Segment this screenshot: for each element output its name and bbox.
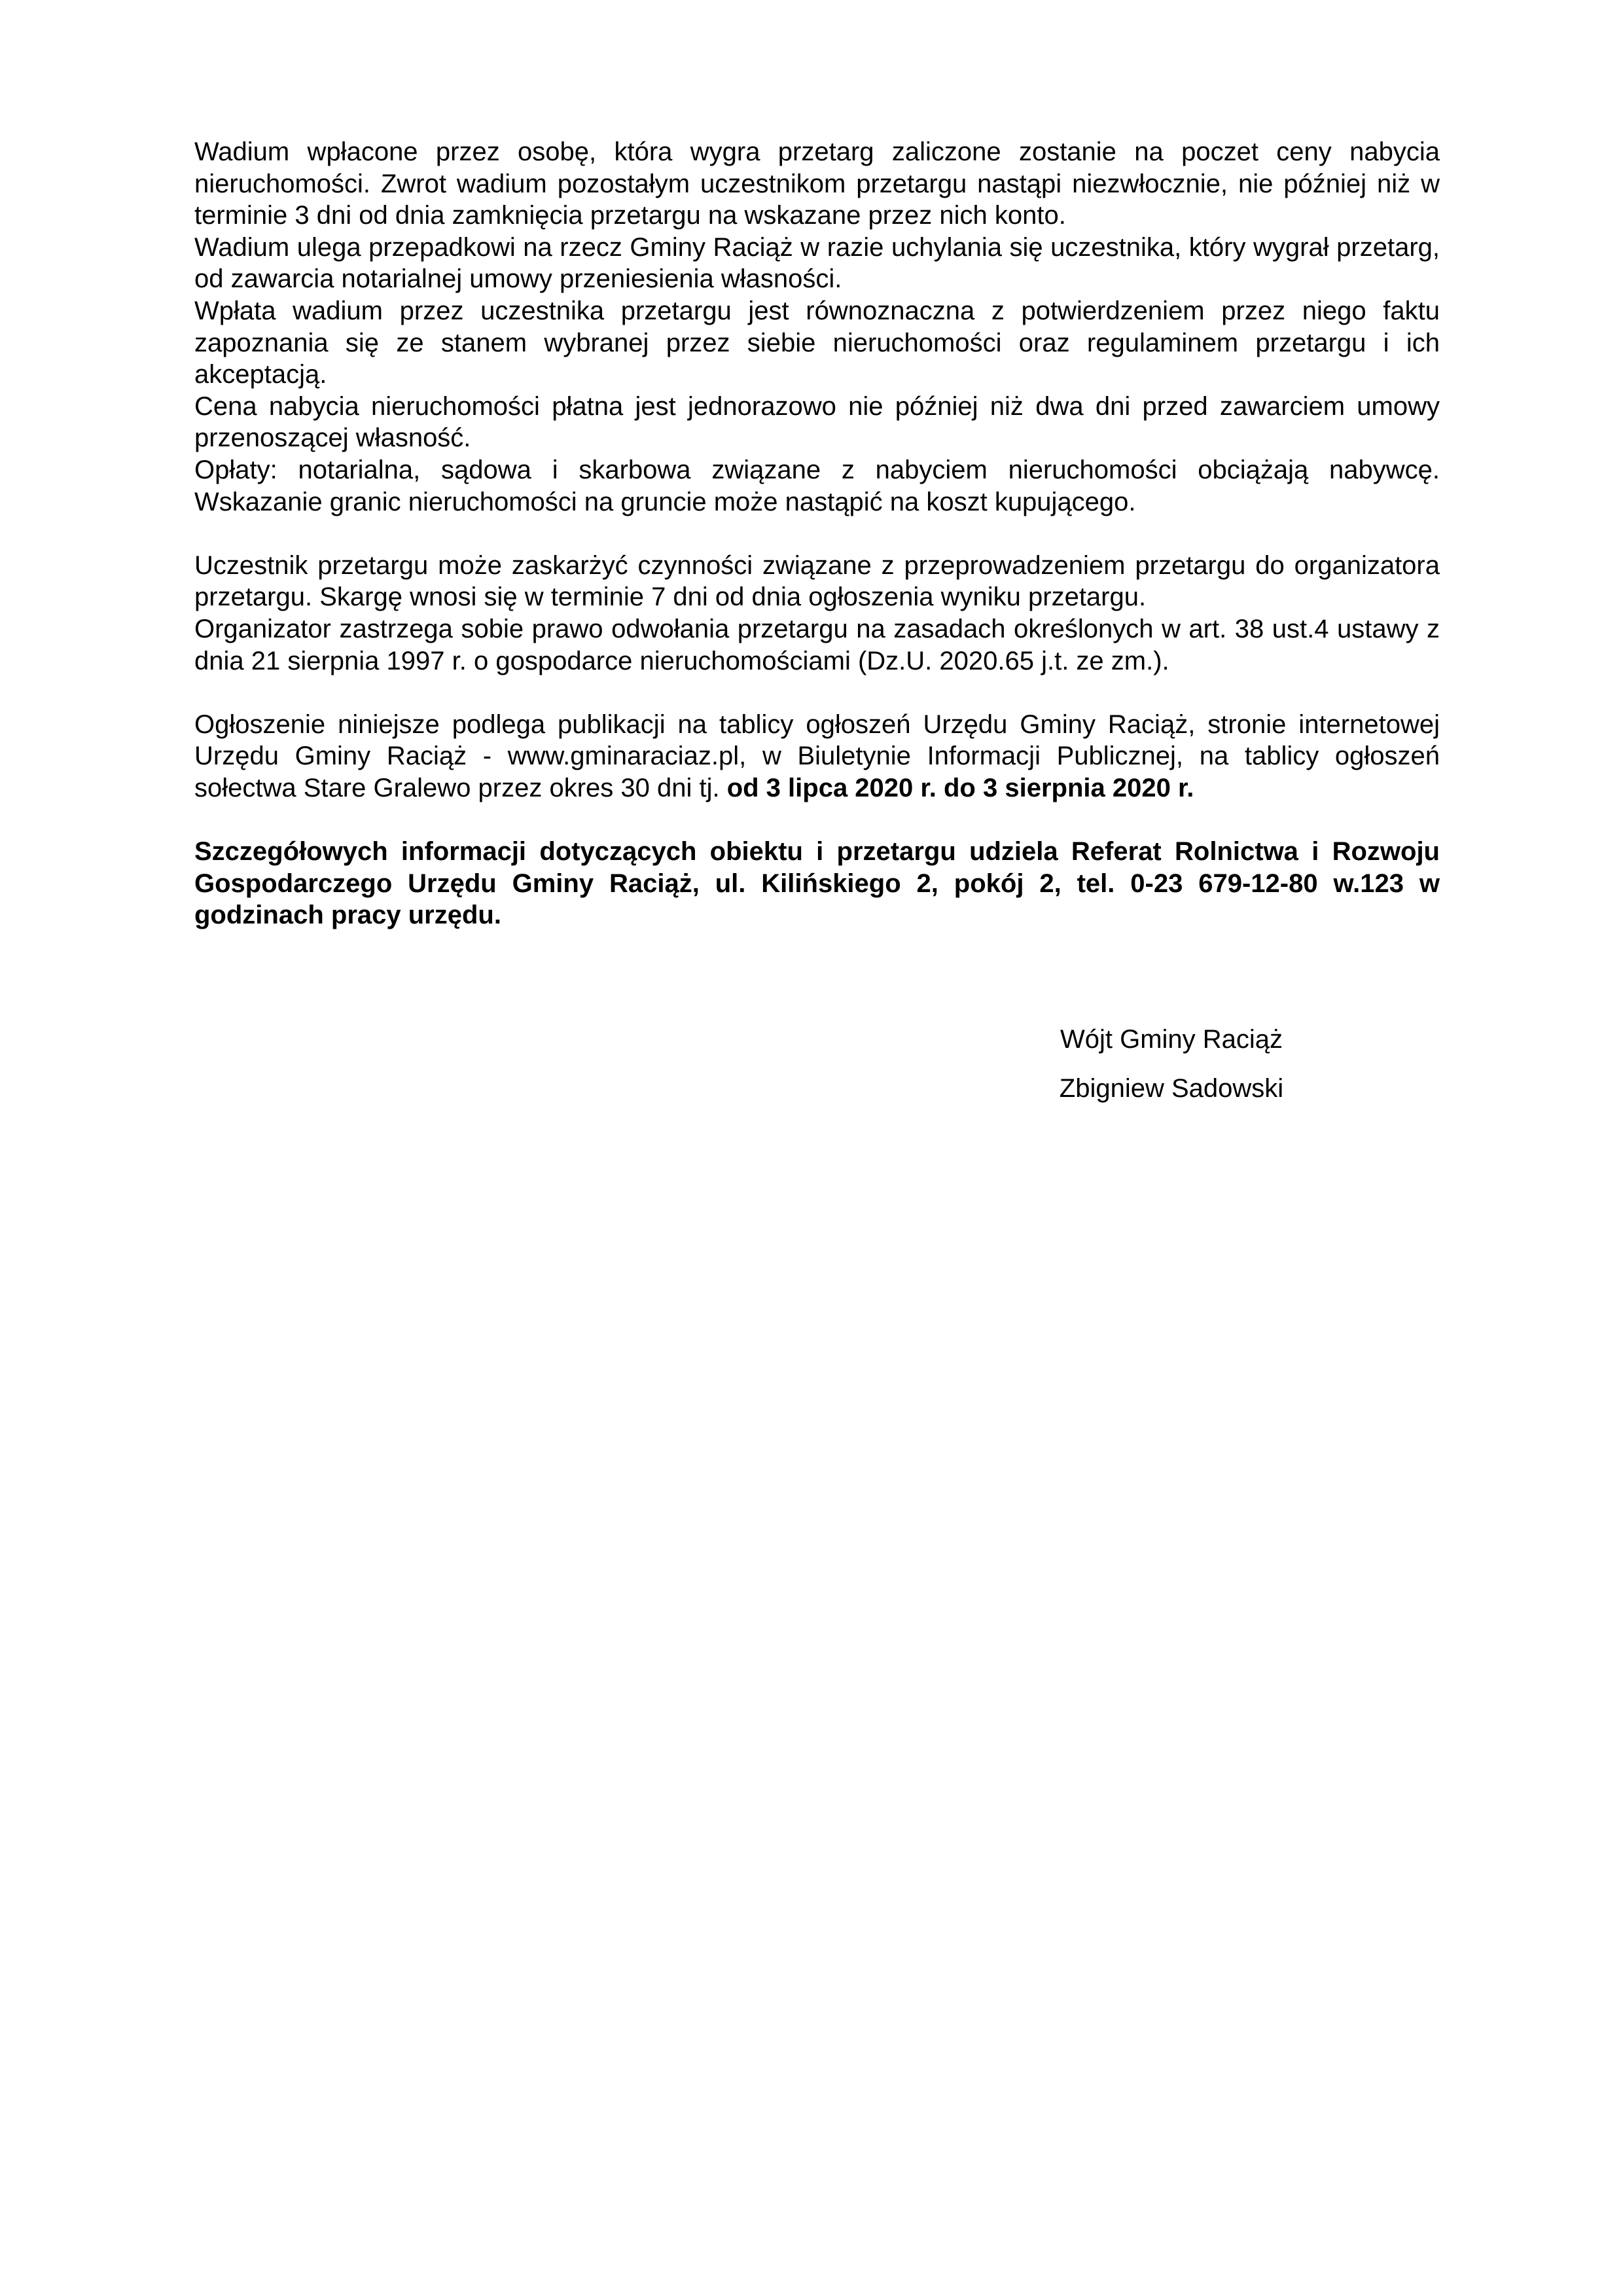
paragraph-wadium-zaliczenie: Wadium wpłacone przez osobę, która wygra przetarg zaliczone zostanie na poczet ceny nabycia nieruchomości. Zwrot wadium pozostałym uczestnikom przetargu nastąpi niezwłocznie, nie później niż w terminie 3 dni od dnia zamknięcia przetargu na wskazane przez nich konto. <box>194 137 1440 230</box>
paragraph-cena-nabycia: Cena nabycia nieruchomości płatna jest jednorazowo nie później niż dwa dni przed zawarciem umowy przenoszącej własność. <box>194 391 1440 453</box>
paragraph-publikacja <box>194 709 1440 804</box>
publikacja-text: Ogłoszenie niniejsze podlega publikacji na tablicy ogłoszeń Urzędu Gminy Raciąż, stronie internetowej Urzędu Gminy Raciąż - www.gminaraciaz.pl, w Biuletynie Informacji Publicznej, na tablicy ogłoszeń sołectwa Stare Gralewo przez okres 30 dni tj. <box>194 709 1440 802</box>
paragraph-wadium-przepadek: Wadium ulega przepadkowi na rzecz Gminy Raciąż w razie uchylania się uczestnika, który wygrał przetarg, od zawarcia notarialnej umowy przeniesienia własności. <box>194 232 1440 294</box>
paragraph-odwolanie-przetargu: Organizator zastrzega sobie prawo odwołania przetargu na zasadach określonych w art. 38 ust.4 ustawy z dnia 21 sierpnia 1997 r. o gospodarce nieruchomościami (Dz.U. 2020.65 j.t. ze zm.). <box>194 614 1440 675</box>
paragraph-oplaty: Opłaty: notarialna, sądowa i skarbowa związane z nabyciem nieruchomości obciążają nabywcę. Wskazanie granic nieruchomości na gruncie może nastąpić na koszt kupującego. <box>194 455 1440 516</box>
signature-block <box>942 1015 1400 1113</box>
document-body <box>194 136 1440 1113</box>
paragraph-kontakt-informacje: Szczegółowych informacji dotyczących obiektu i przetargu udziela Referat Rolnictwa i Rozwoju Gospodarczego Urzędu Gminy Raciąż, ul. Kilińskiego 2, pokój 2, tel. 0-23 679-12-80 w.123 w godzinach pracy urzędu. <box>194 837 1440 930</box>
paragraph-zaskarzenie: Uczestnik przetargu może zaskarżyć czynności związane z przeprowadzeniem przetargu do organizatora przetargu. Skargę wnosi się w terminie 7 dni od dnia ogłoszenia wyniku przetargu. <box>194 550 1440 612</box>
publikacja-date-range: od 3 lipca 2020 r. do 3 sierpnia 2020 r. <box>726 773 1194 802</box>
paragraph-wplata-wadium: Wpłata wadium przez uczestnika przetargu jest równoznaczna z potwierdzeniem przez niego faktu zapoznania się ze stanem wybranej przez siebie nieruchomości oraz regulaminem przetargu i ich akceptacją. <box>194 296 1440 389</box>
signature-name: Zbigniew Sadowski <box>1059 1073 1284 1103</box>
signature-title: Wójt Gminy Raciąż <box>1060 1024 1283 1054</box>
